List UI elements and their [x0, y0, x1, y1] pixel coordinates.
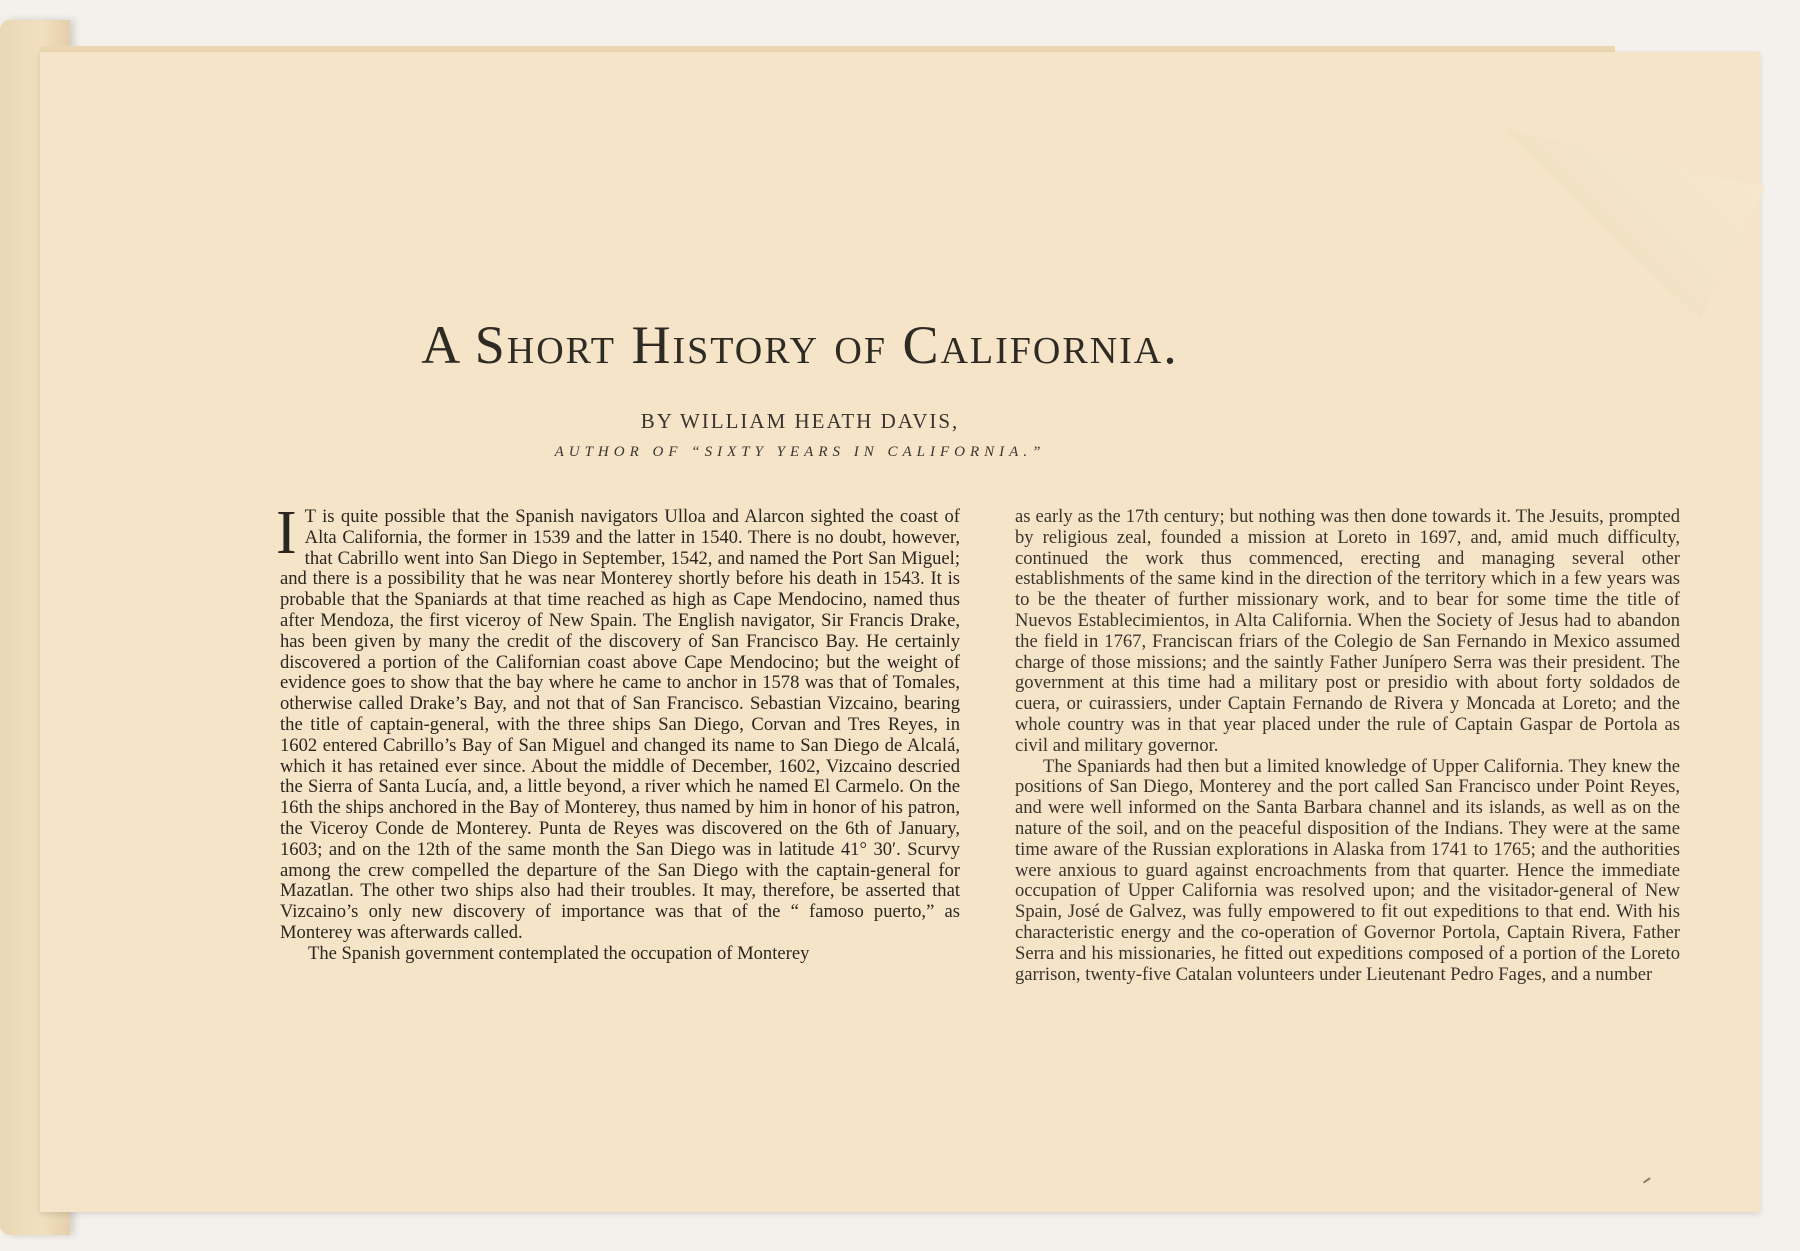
- folded-corner: [1505, 130, 1765, 320]
- paragraph: The Spanish government contemplated the occupation of Monterey: [308, 942, 810, 964]
- page-title: A Short History of California.: [421, 315, 1179, 375]
- paragraph-text: T is quite possible that the Spanish navigators Ulloa and Alarcon sighted the coast of Alta California, the former in 1539 and the latter in 1540. There is no doubt, however, that Cabrillo went into San Diego in September, 1542, and named the Port San Miguel; and there is a possibility that he was near Monterey shortly before his death in 1543. It is probable that the Spaniards at that time reached as high as Cape Mendocino, named thus after Mendoza, the first viceroy of New Spain. The English navigator, Sir Francis Drake, has been given by many the credit of the discovery of San Francisco Bay. He certainly discovered a portion of the Californian coast above Cape Mendocino; but the weight of evidence goes to show that the bay where he came to anchor in 1578 was that of Tomales, otherwise called Drake’s Bay, and not that of San Francisco. Sebastian Vizcaino, bearing the title of captain-general, with the three ships San Diego, Corvan and Tres Reyes, in 1602 entered Cabrillo’s Bay of San Miguel and changed its name to San Diego de Alcalá, which it has retained ever since. About the middle of December, 1602, Vizcaino descried the Sierra of Santa Lucía, and, a little beyond, a river which he named El Carmelo. On the 16th the ships anchored in the Bay of Monterey, thus named by him in honor of his patron, the Viceroy Conde de Monterey. Punta de Reyes was discovered on the 6th of January, 1603; and on the 12th of the same month the San Diego was in latitude 41° 30′. Scurvy among the crew compelled the departure of the San Diego with the captain-general for Mazatlan. The other two ships also had their troubles. It may, therefore, be asserted that Vizcaino’s only new discovery of importance was that of the “ famoso puerto,” as Monterey was afterwards called.: [280, 506, 960, 943]
- pencil-mark: [1643, 1177, 1653, 1187]
- paragraph: [276, 499, 960, 944]
- paragraph: as early as the 17th century; but nothing was then done towards it. The Jesuits, prompted by religious zeal, founded a mission at Loreto in 1697, and, amid much difficulty, continued the work thus commenced, erecting and managing several other establishments of the same kind in the direction of the territory which in a few years was to be the theater of further missionary work, and to bear for some time the title of Nuevos Establecimientos, in Alta California. When the Society of Jesus had to abandon the field in 1767, Franciscan friars of the Colegio de San Fernando in Mexico assumed charge of those missions; and the saintly Father Junípero Serra was their president. The government at this time had a military post or presidio with about forty soldados de cuera, or cuirassiers, under Captain Fernando de Rivera y Moncada at Loreto; and the whole country was in that year placed under the rule of Captain Gaspar de Portola as civil and military governor.: [1015, 506, 1680, 756]
- byline: BY WILLIAM HEATH DAVIS,: [640, 409, 960, 433]
- drop-cap: I: [276, 499, 297, 567]
- text-column-left: [276, 499, 960, 965]
- book-page: [40, 52, 1760, 1212]
- text-column-right: [1015, 507, 1680, 985]
- paragraph: The Spaniards had then but a limited knowledge of Upper California. They knew the positions of San Diego, Monterey and the port called San Francisco under Point Reyes, and were well informed on the Santa Barbara channel and its islands, as well as on the nature of the soil, and on the peaceful disposition of the Indians. They were at the same time aware of the Russian explorations in Alaska from 1741 to 1765; and the authorities were anxious to guard against encroachments from that quarter. Hence the immediate occupation of Upper California was resolved upon; and the visitador-general of New Spain, José de Galvez, was fully empowered to fit out expeditions to that end. With his characteristic energy and the co-operation of Governor Portola, Captain Rivera, Father Serra and his missionaries, he fitted out expeditions composed of a portion of the Loreto garrison, twenty-five Catalan volunteers under Lieutenant Pedro Fages, and a number: [1015, 755, 1680, 985]
- author-credit: AUTHOR OF “SIXTY YEARS IN CALIFORNIA.”: [554, 444, 1046, 460]
